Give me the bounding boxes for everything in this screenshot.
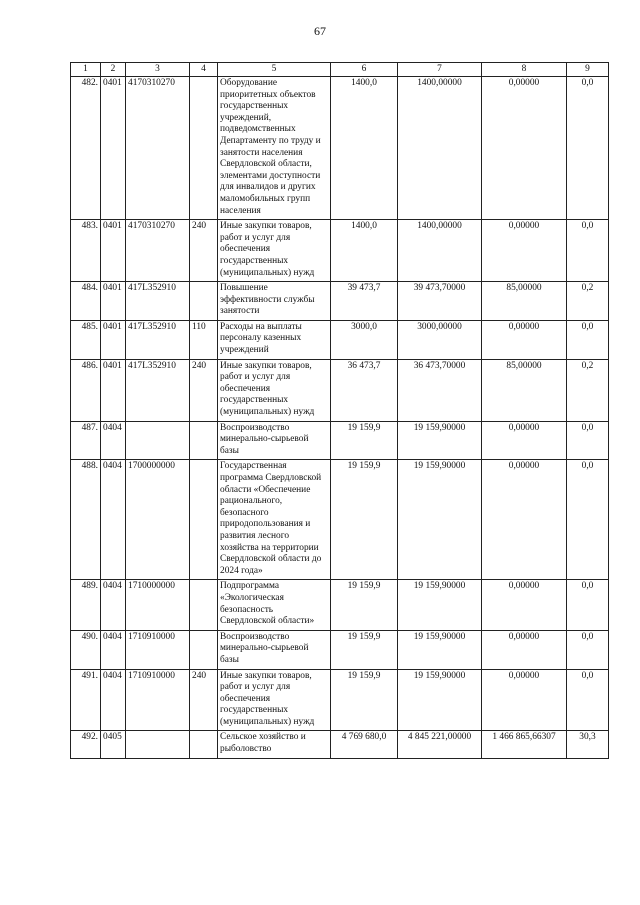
row-number: 489. <box>71 580 101 630</box>
value-col-9: 30,3 <box>567 731 609 758</box>
table-row <box>71 669 609 731</box>
value-col-6: 19 159,9 <box>331 669 398 731</box>
table-row <box>71 421 609 460</box>
row-number: 491. <box>71 669 101 731</box>
header-col-8: 8 <box>482 63 567 77</box>
value-col-8: 1 466 865,66307 <box>482 731 567 758</box>
value-col-6: 4 769 680,0 <box>331 731 398 758</box>
value-col-7: 36 473,70000 <box>398 359 482 421</box>
section-code: 0401 <box>101 220 126 282</box>
value-col-6: 39 473,7 <box>331 282 398 321</box>
expense-type-code <box>190 282 218 321</box>
item-name: Воспроизводство минерально-сырьевой базы <box>218 630 331 669</box>
value-col-6: 19 159,9 <box>331 421 398 460</box>
section-code: 0401 <box>101 320 126 359</box>
header-col-9: 9 <box>567 63 609 77</box>
section-code: 0401 <box>101 77 126 220</box>
expense-type-code: 240 <box>190 669 218 731</box>
item-name: Иные закупки товаров, работ и услуг для обеспечения государственных (муниципальных) нужд <box>218 669 331 731</box>
item-name: Подпрограмма «Экологическая безопасность Свердловской области» <box>218 580 331 630</box>
header-col-6: 6 <box>331 63 398 77</box>
table-row <box>71 77 609 220</box>
value-col-6: 19 159,9 <box>331 460 398 580</box>
target-article-code: 417L352910 <box>126 359 190 421</box>
value-col-9: 0,2 <box>567 359 609 421</box>
table-row <box>71 460 609 580</box>
value-col-8: 0,00000 <box>482 220 567 282</box>
table-row <box>71 731 609 758</box>
value-col-7: 4 845 221,00000 <box>398 731 482 758</box>
value-col-8: 85,00000 <box>482 359 567 421</box>
expense-type-code <box>190 77 218 220</box>
value-col-6: 1400,0 <box>331 220 398 282</box>
row-number: 485. <box>71 320 101 359</box>
expense-type-code: 240 <box>190 359 218 421</box>
table-header <box>71 63 609 77</box>
expense-type-code <box>190 460 218 580</box>
header-col-7: 7 <box>398 63 482 77</box>
value-col-8: 0,00000 <box>482 77 567 220</box>
target-article-code: 4170310270 <box>126 77 190 220</box>
target-article-code: 1710000000 <box>126 580 190 630</box>
section-code: 0404 <box>101 421 126 460</box>
item-name: Государственная программа Свердловской области «Обеспечение рационального, безопасного природопользования и развития лесного хозяйства на территории Свердловской области до 2024 года» <box>218 460 331 580</box>
value-col-6: 36 473,7 <box>331 359 398 421</box>
section-code: 0404 <box>101 669 126 731</box>
value-col-7: 1400,00000 <box>398 220 482 282</box>
header-row <box>71 63 609 77</box>
section-code: 0404 <box>101 580 126 630</box>
value-col-9: 0,0 <box>567 630 609 669</box>
section-code: 0404 <box>101 630 126 669</box>
table-body <box>71 77 609 759</box>
row-number: 483. <box>71 220 101 282</box>
value-col-9: 0,0 <box>567 460 609 580</box>
value-col-9: 0,0 <box>567 580 609 630</box>
header-col-4: 4 <box>190 63 218 77</box>
value-col-7: 19 159,90000 <box>398 580 482 630</box>
header-col-5: 5 <box>218 63 331 77</box>
row-number: 492. <box>71 731 101 758</box>
value-col-9: 0,0 <box>567 320 609 359</box>
value-col-7: 1400,00000 <box>398 77 482 220</box>
budget-table <box>70 62 609 759</box>
value-col-9: 0,0 <box>567 77 609 220</box>
target-article-code <box>126 421 190 460</box>
value-col-8: 0,00000 <box>482 460 567 580</box>
table-row <box>71 220 609 282</box>
value-col-9: 0,2 <box>567 282 609 321</box>
target-article-code: 1710910000 <box>126 669 190 731</box>
value-col-7: 19 159,90000 <box>398 421 482 460</box>
section-code: 0401 <box>101 282 126 321</box>
row-number: 488. <box>71 460 101 580</box>
value-col-7: 39 473,70000 <box>398 282 482 321</box>
value-col-8: 85,00000 <box>482 282 567 321</box>
row-number: 482. <box>71 77 101 220</box>
target-article-code: 1700000000 <box>126 460 190 580</box>
value-col-7: 3000,00000 <box>398 320 482 359</box>
table-row <box>71 320 609 359</box>
value-col-9: 0,0 <box>567 421 609 460</box>
section-code: 0404 <box>101 460 126 580</box>
expense-type-code: 240 <box>190 220 218 282</box>
item-name: Расходы на выплаты персоналу казенных учреждений <box>218 320 331 359</box>
value-col-9: 0,0 <box>567 220 609 282</box>
item-name: Иные закупки товаров, работ и услуг для обеспечения государственных (муниципальных) нужд <box>218 359 331 421</box>
item-name: Воспроизводство минерально-сырьевой базы <box>218 421 331 460</box>
value-col-8: 0,00000 <box>482 421 567 460</box>
table-row <box>71 282 609 321</box>
section-code: 0405 <box>101 731 126 758</box>
row-number: 484. <box>71 282 101 321</box>
item-name: Иные закупки товаров, работ и услуг для обеспечения государственных (муниципальных) нужд <box>218 220 331 282</box>
expense-type-code: 110 <box>190 320 218 359</box>
value-col-8: 0,00000 <box>482 669 567 731</box>
target-article-code <box>126 731 190 758</box>
row-number: 487. <box>71 421 101 460</box>
table-row <box>71 630 609 669</box>
row-number: 490. <box>71 630 101 669</box>
header-col-3: 3 <box>126 63 190 77</box>
value-col-6: 1400,0 <box>331 77 398 220</box>
target-article-code: 1710910000 <box>126 630 190 669</box>
target-article-code: 417L352910 <box>126 282 190 321</box>
header-col-1: 1 <box>71 63 101 77</box>
section-code: 0401 <box>101 359 126 421</box>
target-article-code: 417L352910 <box>126 320 190 359</box>
page-number: 67 <box>314 24 326 38</box>
value-col-9: 0,0 <box>567 669 609 731</box>
expense-type-code <box>190 421 218 460</box>
header-col-2: 2 <box>101 63 126 77</box>
item-name: Повышение эффективности службы занятости <box>218 282 331 321</box>
expense-type-code <box>190 630 218 669</box>
value-col-6: 19 159,9 <box>331 580 398 630</box>
item-name: Оборудование приоритетных объектов государственных учреждений, подведомственных Департаменту по труду и занятости населения Свердловской области, элементами доступности для инвалидов и других маломобильных групп населения <box>218 77 331 220</box>
expense-type-code <box>190 731 218 758</box>
target-article-code: 4170310270 <box>126 220 190 282</box>
value-col-8: 0,00000 <box>482 320 567 359</box>
table-row <box>71 580 609 630</box>
value-col-7: 19 159,90000 <box>398 460 482 580</box>
row-number: 486. <box>71 359 101 421</box>
value-col-7: 19 159,90000 <box>398 669 482 731</box>
value-col-8: 0,00000 <box>482 580 567 630</box>
table-row <box>71 359 609 421</box>
value-col-7: 19 159,90000 <box>398 630 482 669</box>
item-name: Сельское хозяйство и рыболовство <box>218 731 331 758</box>
expense-type-code <box>190 580 218 630</box>
value-col-6: 19 159,9 <box>331 630 398 669</box>
value-col-6: 3000,0 <box>331 320 398 359</box>
value-col-8: 0,00000 <box>482 630 567 669</box>
